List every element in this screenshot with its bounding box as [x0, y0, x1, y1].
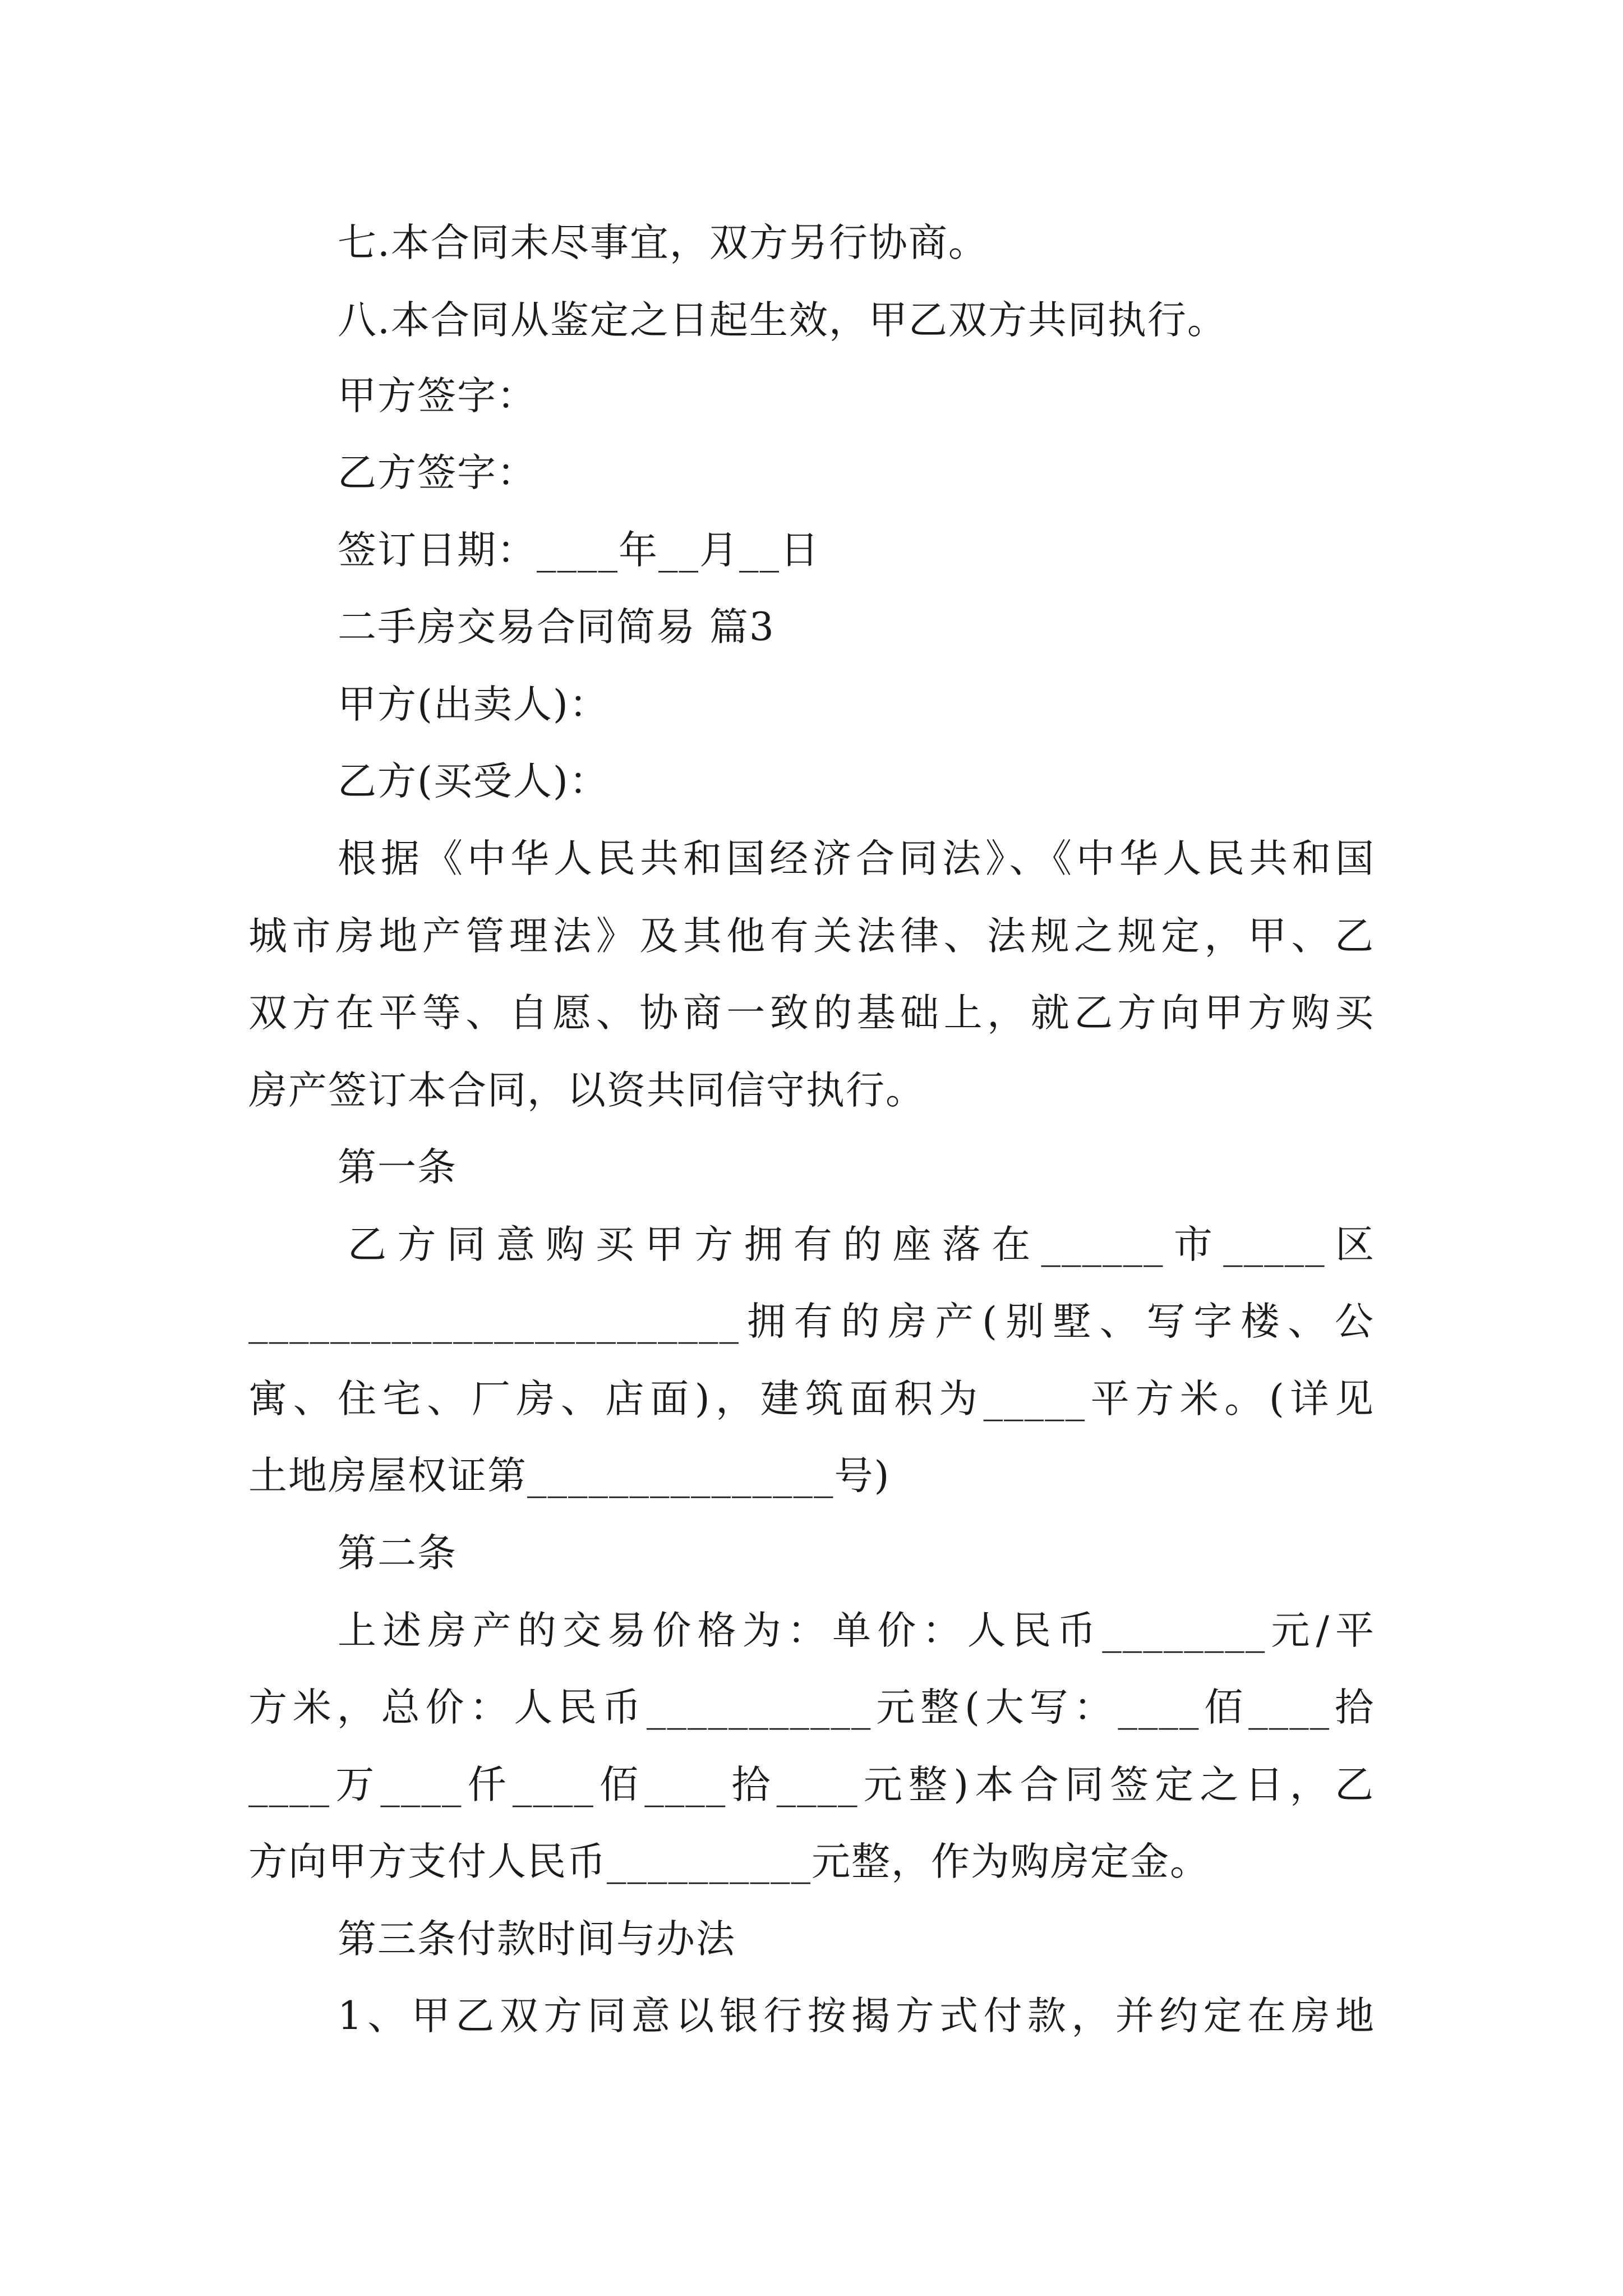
signing-date: 签订日期：____年__月__日: [338, 528, 820, 573]
party-b-signature: 乙方签字：: [338, 450, 537, 495]
preamble-line-2: 城市房地产管理法》及其他有关法律、法规之规定，甲、乙: [248, 914, 1375, 959]
party-a-signature: 甲方签字：: [338, 374, 537, 418]
article-1-heading: 第一条: [338, 1145, 457, 1190]
clause-8: 八.本合同从鉴定之日起生效，甲乙双方共同执行。: [338, 298, 1227, 343]
article-1-line-3: 寓、住宅、厂房、店面)，建筑面积为_____平方米。(详见: [248, 1377, 1375, 1421]
article-1-line-4: 土地房屋权证第_______________号): [248, 1453, 891, 1498]
article-1-line-1: 乙方同意购买甲方拥有的座落在______市_____区: [348, 1222, 1375, 1267]
article-2-line-1: 上述房产的交易价格为：单价：人民币________元/平: [338, 1608, 1375, 1653]
article-2-heading: 第二条: [338, 1531, 457, 1576]
preamble-line-3: 双方在平等、自愿、协商一致的基础上，就乙方向甲方购买: [248, 991, 1375, 1036]
article-3-line-1: 1、甲乙双方同意以银行按揭方式付款，并约定在房地: [338, 1994, 1375, 2039]
article-2-line-3: ____万____仟____佰____拾____元整)本合同签定之日，乙: [248, 1763, 1375, 1807]
section-title: 二手房交易合同简易 篇3: [338, 605, 775, 650]
clause-7: 七.本合同未尽事宜，双方另行协商。: [338, 220, 988, 265]
article-3-heading: 第三条付款时间与办法: [338, 1917, 736, 1962]
preamble-line-4: 房产签订本合同，以资共同信守执行。: [248, 1068, 925, 1113]
party-b-buyer: 乙方(买受人)：: [338, 759, 609, 804]
article-1-line-2: ________________________拥有的房产(别墅、写字楼、公: [248, 1299, 1375, 1344]
party-a-seller: 甲方(出卖人)：: [338, 682, 609, 727]
preamble-line-1: 根据《中华人民共和国经济合同法》、《中华人民共和国: [338, 836, 1375, 881]
article-2-line-4: 方向甲方支付人民币__________元整，作为购房定金。: [248, 1839, 1210, 1884]
article-2-line-2: 方米，总价：人民币___________元整(大写：____佰____拾: [248, 1685, 1375, 1730]
